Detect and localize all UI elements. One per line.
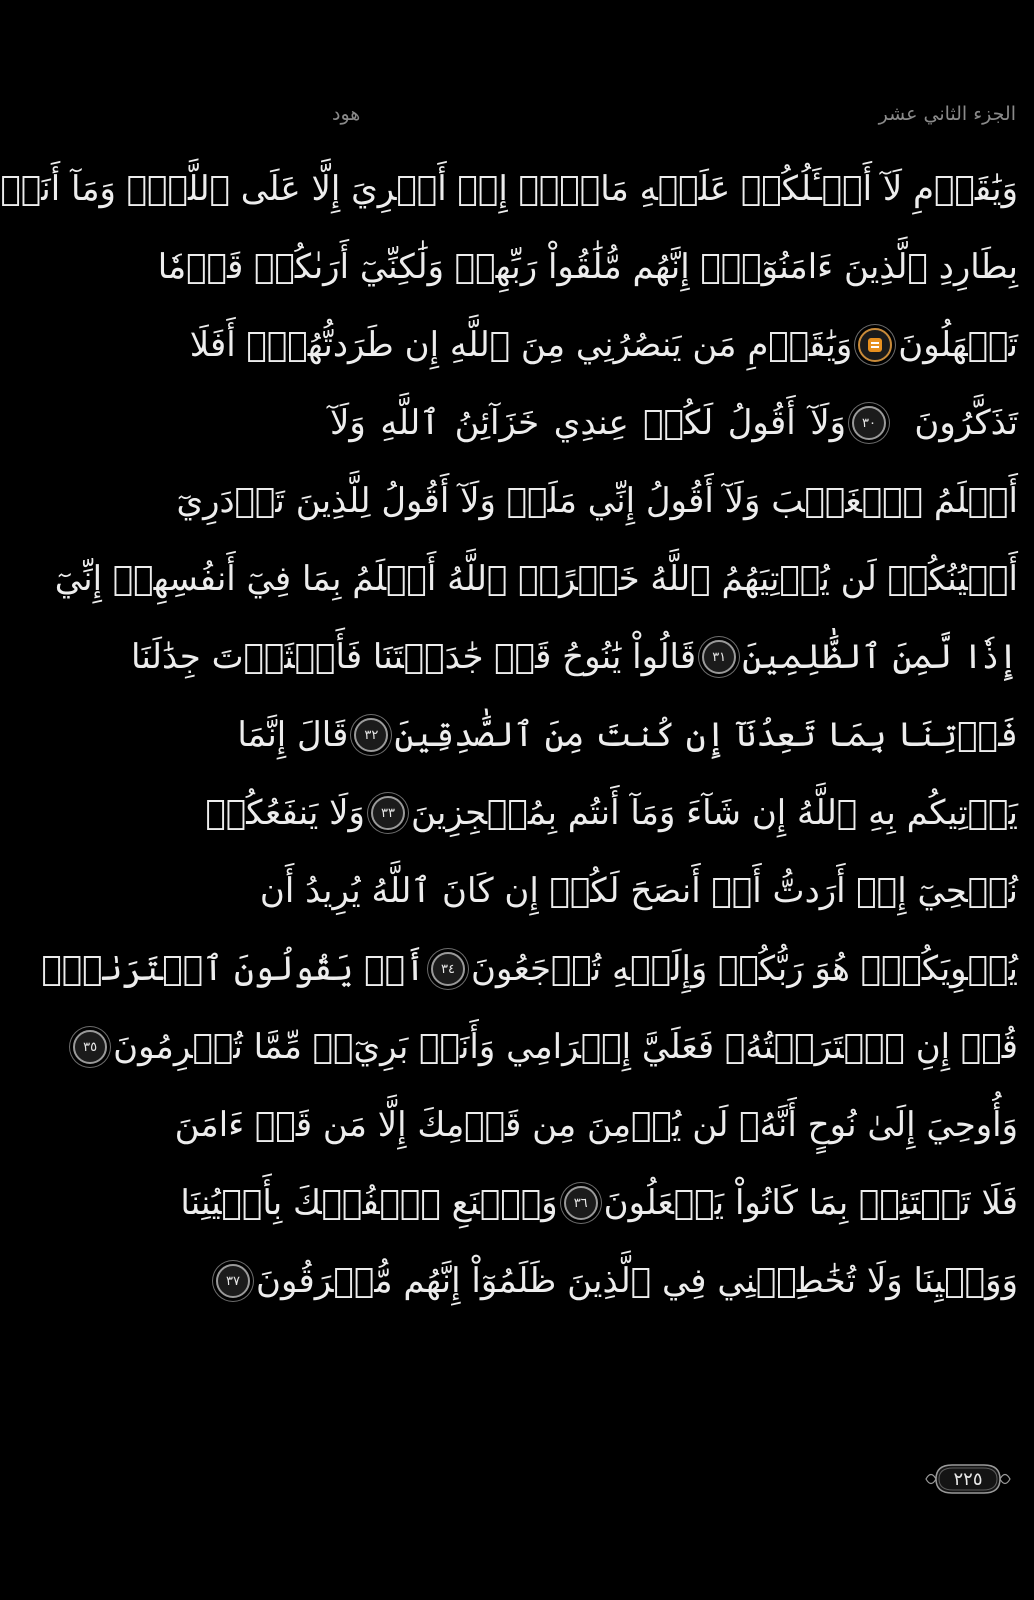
ayah-number-marker[interactable]: ٣٤	[431, 952, 465, 986]
verse-text[interactable]: يَأۡتِيكُم بِهِ ٱللَّهُ إِن شَآءَ وَمَآ أَنتُم بِمُعۡجِزِينَ	[410, 793, 1018, 833]
verse-text[interactable]: فَلَا تَبۡتَئِسۡ بِمَا كَانُواْ يَفۡعَلُونَ	[603, 1183, 1018, 1223]
verse-text[interactable]: أَمۡ يَقُولُونَ ٱفۡتَرَىٰهُۖ	[41, 949, 426, 989]
verse-text[interactable]: أَعۡيُنُكُمۡ لَن يُؤۡتِيَهُمُ ٱللَّهُ خَيۡرًاۖ ٱللَّهُ أَعۡلَمُ بِمَا فِيٓ أَنفُسِهِمۡ إِنِّيٓ	[54, 559, 1018, 599]
page-number: ٢٢٥	[953, 1468, 983, 1490]
page-number-badge[interactable]	[922, 1460, 1014, 1498]
verse-text[interactable]: وَوَحۡيِنَا وَلَا تُخَٰطِبۡنِي فِي ٱلَّذِينَ ظَلَمُوٓاْ إِنَّهُم مُّغۡرَقُونَ	[256, 1261, 1018, 1301]
verse-text[interactable]: يُغۡوِيَكُمۡۚ هُوَ رَبُّكُمۡ وَإِلَيۡهِ تُرۡجَعُونَ	[471, 949, 1018, 989]
verse-text[interactable]: وَيَٰقَوۡمِ مَن يَنصُرُنِي مِنَ ٱللَّهِ إِن طَرَدتُّهُمۡۚ أَفَلَا	[189, 325, 853, 365]
surah-name[interactable]: هود	[332, 103, 361, 125]
ayah-number-marker[interactable]: ٣٦	[564, 1186, 598, 1220]
verse-line[interactable]	[174, 1086, 1018, 1164]
verse-line[interactable]	[237, 696, 1018, 774]
verse-line[interactable]	[83, 1008, 1018, 1086]
ayah-number-marker[interactable]: ٣٧	[216, 1264, 250, 1298]
verse-line[interactable]	[205, 774, 1018, 852]
verse-text[interactable]: بِطَارِدِ ٱلَّذِينَ ءَامَنُوٓاْۚ إِنَّهُم مُّلَٰقُواْ رَبِّهِمۡ وَلَٰكِنِّيٓ أَرَىٰكُمۡ قَوۡمٗا	[157, 247, 1018, 287]
verse-line[interactable]	[226, 1242, 1018, 1320]
ayah-number-marker[interactable]: ٣١	[702, 640, 736, 674]
verse-text[interactable]: قَالُواْ يَٰنُوحُ قَدۡ جَٰدَلۡتَنَا فَأَكۡثَرۡتَ جِدَٰلَنَا	[130, 637, 697, 677]
bookmark-icon	[868, 338, 882, 352]
verse-text[interactable]: وَٱصۡنَعِ ٱلۡفُلۡكَ بِأَعۡيُنِنَا	[180, 1183, 558, 1223]
verse-text[interactable]: إِذٗا لَّمِنَ ٱلظَّٰلِمِينَ	[742, 637, 1018, 677]
ayah-number-marker[interactable]: ٣٠	[852, 406, 886, 440]
verse-text[interactable]: قَالَ إِنَّمَا	[237, 715, 349, 755]
verse-text[interactable]: نُصۡحِيٓ إِنۡ أَرَدتُّ أَنۡ أَنصَحَ لَكُمۡ إِن كَانَ ٱللَّهُ يُرِيدُ أَن	[259, 871, 1018, 911]
juz-label: الجزء الثاني عشر	[878, 103, 1016, 125]
ayah-number-marker[interactable]: ٣٣	[371, 796, 405, 830]
verse-line[interactable]	[180, 1164, 1018, 1242]
verse-text[interactable]: وَيَٰقَوۡمِ لَآ أَسۡـَٔلُكُمۡ عَلَيۡهِ مَالًاۖ إِنۡ أَجۡرِيَ إِلَّا عَلَى ٱللَّهِۚ وَمَآ أَنَا۠	[0, 169, 1018, 209]
verse-text[interactable]: تَجۡهَلُونَ	[898, 325, 1018, 365]
verse-line[interactable]	[189, 306, 1018, 384]
verse-text[interactable]: وَلَا يَنفَعُكُمۡ	[205, 793, 365, 833]
verse-text[interactable]: تَذَكَّرُونَ	[914, 403, 1018, 443]
verse-line[interactable]	[330, 384, 1018, 462]
verse-line[interactable]	[54, 540, 1018, 618]
verse-line[interactable]	[41, 930, 1018, 1008]
verse-line[interactable]	[157, 228, 1018, 306]
verse-text[interactable]: وَلَآ أَقُولُ لَكُمۡ عِندِي خَزَآئِنُ ٱللَّهِ وَلَآ	[330, 403, 847, 443]
verse-line[interactable]	[176, 462, 1018, 540]
mushaf-page[interactable]	[0, 150, 1018, 1320]
verse-text[interactable]: وَأُوحِيَ إِلَىٰ نُوحٍ أَنَّهُۥ لَن يُؤۡمِنَ مِن قَوۡمِكَ إِلَّا مَن قَدۡ ءَامَنَ	[174, 1105, 1018, 1145]
verse-text[interactable]: فَأۡتِنَا بِمَا تَعِدُنَآ إِن كُنتَ مِنَ ٱلصَّٰدِقِينَ	[394, 715, 1018, 755]
ayah-number-marker[interactable]: ٣٥	[73, 1030, 107, 1064]
verse-line[interactable]	[130, 618, 1018, 696]
ayah-number-marker[interactable]: ٣٢	[354, 718, 388, 752]
bookmarked-ayah-marker[interactable]	[858, 328, 892, 362]
verse-line[interactable]	[0, 150, 1018, 228]
verse-line[interactable]	[259, 852, 1018, 930]
page-header	[332, 96, 1016, 132]
verse-text[interactable]: أَعۡلَمُ ٱلۡغَيۡبَ وَلَآ أَقُولُ إِنِّي مَلَكٞ وَلَآ أَقُولُ لِلَّذِينَ تَزۡدَرِيٓ	[176, 481, 1018, 521]
verse-text[interactable]: قُلۡ إِنِ ٱفۡتَرَيۡتُهُۥ فَعَلَيَّ إِجۡرَامِي وَأَنَا۠ بَرِيٓءٞ مِّمَّا تُجۡرِمُونَ	[113, 1027, 1018, 1067]
